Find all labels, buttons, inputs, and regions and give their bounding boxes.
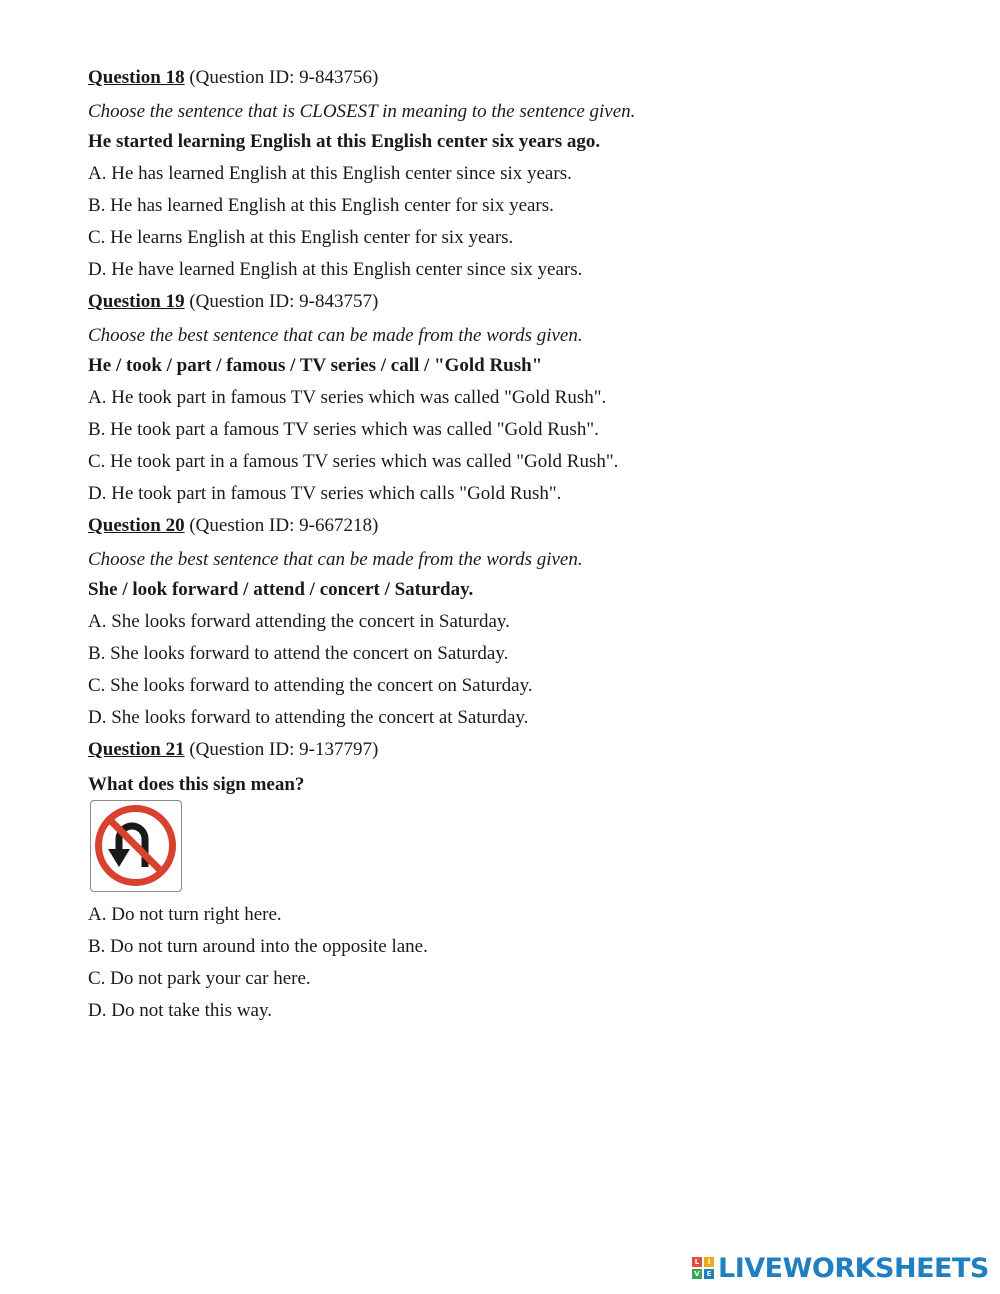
question-id: (Question ID: 9-843757) [189,291,379,312]
answer-option[interactable]: D. He took part in famous TV series which calls "Gold Rush". [88,483,562,504]
answer-option[interactable]: A. Do not turn right here. [88,904,282,925]
liveworksheets-logo [692,1253,989,1283]
question-number: Question 21 [88,739,185,760]
question-number: Question 20 [88,515,185,536]
answer-option[interactable]: B. He took part a famous TV series which was called "Gold Rush". [88,419,599,440]
no-u-turn-sign-graphic [91,801,180,890]
question-id: (Question ID: 9-843756) [189,67,379,88]
logo-letter: E [704,1269,714,1279]
answer-option[interactable]: C. He learns English at this English center for six years. [88,227,514,248]
question-instruction: Choose the best sentence that can be made from the words given. [88,549,583,570]
answer-option[interactable]: C. He took part in a famous TV series which was called "Gold Rush". [88,451,619,472]
logo-letter: I [704,1257,714,1267]
logo-letter: L [692,1257,702,1267]
answer-option[interactable]: A. She looks forward attending the concert in Saturday. [88,611,510,632]
answer-option[interactable]: D. He have learned English at this English center since six years. [88,259,583,280]
answer-option[interactable]: D. Do not take this way. [88,1000,272,1021]
answer-option[interactable]: B. He has learned English at this English center for six years. [88,195,554,216]
question-20-header [88,514,378,538]
logo-letter: V [692,1269,702,1279]
question-id: (Question ID: 9-667218) [189,515,379,536]
question-id: (Question ID: 9-137797) [189,739,379,760]
question-instruction: Choose the sentence that is CLOSEST in meaning to the sentence given. [88,101,636,122]
answer-option[interactable]: A. He has learned English at this English center since six years. [88,163,572,184]
question-21-header [88,738,378,762]
question-19-header [88,290,378,314]
answer-option[interactable]: C. Do not park your car here. [88,968,311,989]
question-number: Question 18 [88,67,185,88]
no-u-turn-sign-icon [90,800,182,892]
question-prompt: She / look forward / attend / concert / Saturday. [88,579,474,600]
question-prompt: What does this sign mean? [88,774,305,795]
question-prompt: He started learning English at this English center six years ago. [88,131,601,152]
question-instruction: Choose the best sentence that can be made from the words given. [88,325,583,346]
question-prompt: He / took / part / famous / TV series / call / "Gold Rush" [88,355,543,376]
answer-option[interactable]: A. He took part in famous TV series which was called "Gold Rush". [88,387,607,408]
answer-option[interactable]: D. She looks forward to attending the concert at Saturday. [88,707,529,728]
answer-option[interactable]: B. She looks forward to attend the concert on Saturday. [88,643,509,664]
logo-mark-icon [692,1257,714,1279]
question-number: Question 19 [88,291,185,312]
question-18-header [88,66,378,90]
answer-option[interactable]: C. She looks forward to attending the concert on Saturday. [88,675,533,696]
logo-text: LIVEWORKSHEETS [718,1252,989,1284]
answer-option[interactable]: B. Do not turn around into the opposite lane. [88,936,428,957]
